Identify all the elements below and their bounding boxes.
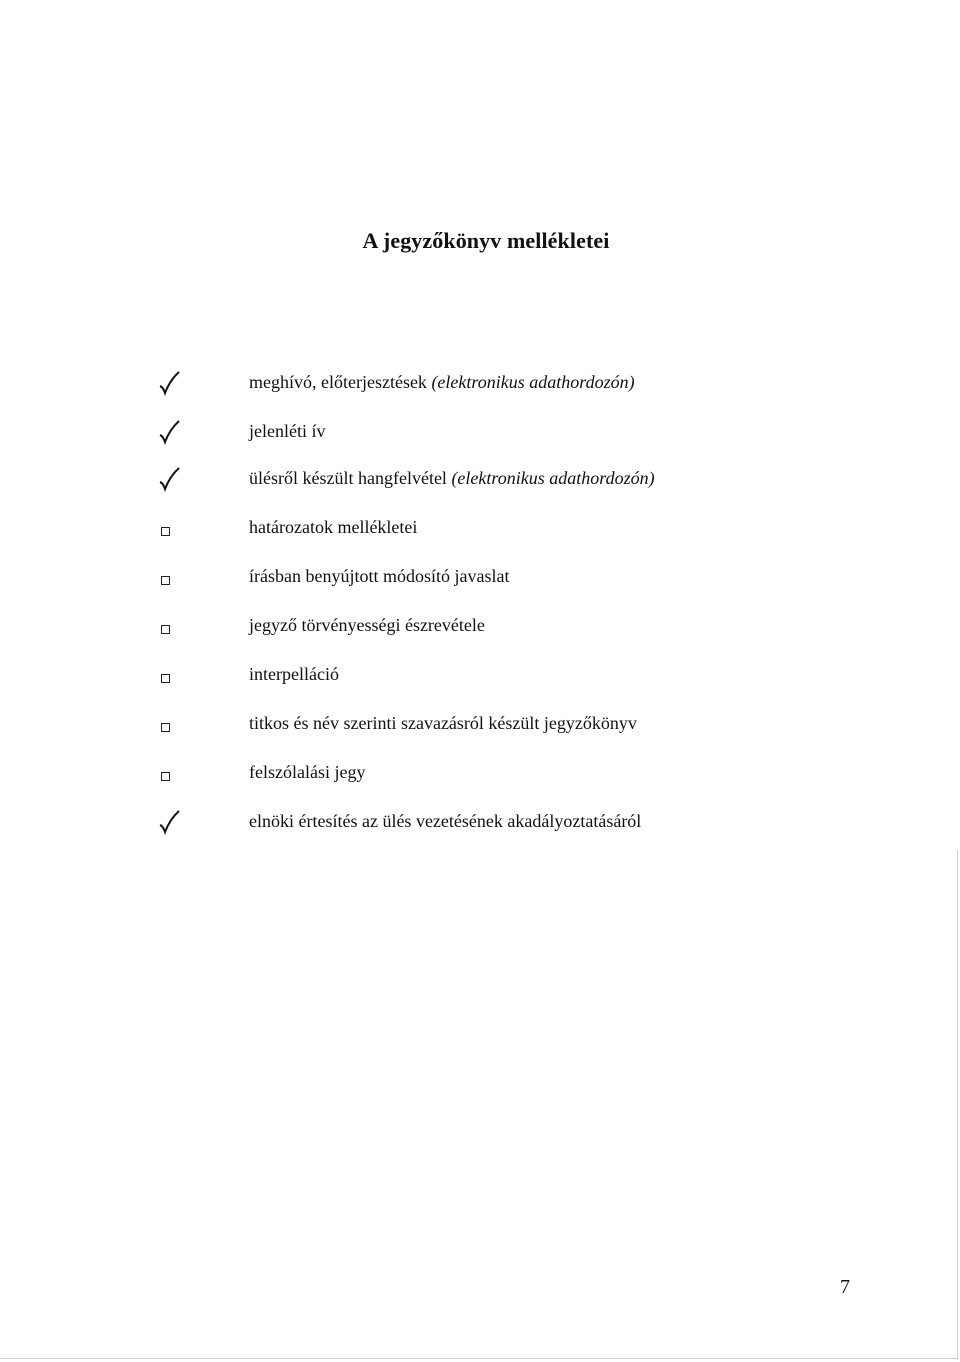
checkmark-icon	[158, 464, 182, 494]
checkmark-icon	[158, 417, 182, 447]
scan-edge-right	[957, 850, 958, 1360]
list-item	[0, 464, 960, 513]
item-text: ülésről készült hangfelvétel	[249, 468, 447, 488]
empty-box-icon	[158, 513, 182, 543]
list-item	[0, 807, 960, 856]
list-item	[0, 709, 960, 758]
attachment-list	[0, 368, 960, 856]
item-text: titkos és név szerinti szavazásról készült jegyzőkönyv	[249, 713, 637, 733]
empty-box-icon	[158, 611, 182, 641]
scan-edge-bottom	[0, 1358, 958, 1359]
checkmark-icon	[158, 368, 182, 398]
item-text: jegyző törvényességi észrevétele	[249, 615, 485, 635]
empty-box-icon	[158, 562, 182, 592]
list-item	[0, 417, 960, 464]
item-text: jelenléti ív	[249, 421, 326, 441]
list-item	[0, 513, 960, 562]
page-number: 7	[840, 1276, 850, 1298]
empty-box-icon	[158, 660, 182, 690]
list-item	[0, 611, 960, 660]
item-text: határozatok mellékletei	[249, 517, 418, 537]
list-item	[0, 562, 960, 611]
item-note: (elektronikus adathordozón)	[431, 372, 635, 392]
item-text: interpelláció	[249, 664, 339, 684]
empty-box-icon	[158, 709, 182, 739]
list-item	[0, 368, 960, 417]
item-note: (elektronikus adathordozón)	[451, 468, 655, 488]
item-text: felszólalási jegy	[249, 762, 366, 782]
empty-box-icon	[158, 758, 182, 788]
list-item	[0, 660, 960, 709]
page-title: A jegyzőkönyv mellékletei	[362, 228, 610, 253]
item-text: elnöki értesítés az ülés vezetésének akadályoztatásáról	[249, 811, 642, 831]
item-text: írásban benyújtott módosító javaslat	[249, 566, 510, 586]
list-item	[0, 758, 960, 807]
checkmark-icon	[158, 807, 182, 837]
item-text: meghívó, előterjesztések	[249, 372, 427, 392]
